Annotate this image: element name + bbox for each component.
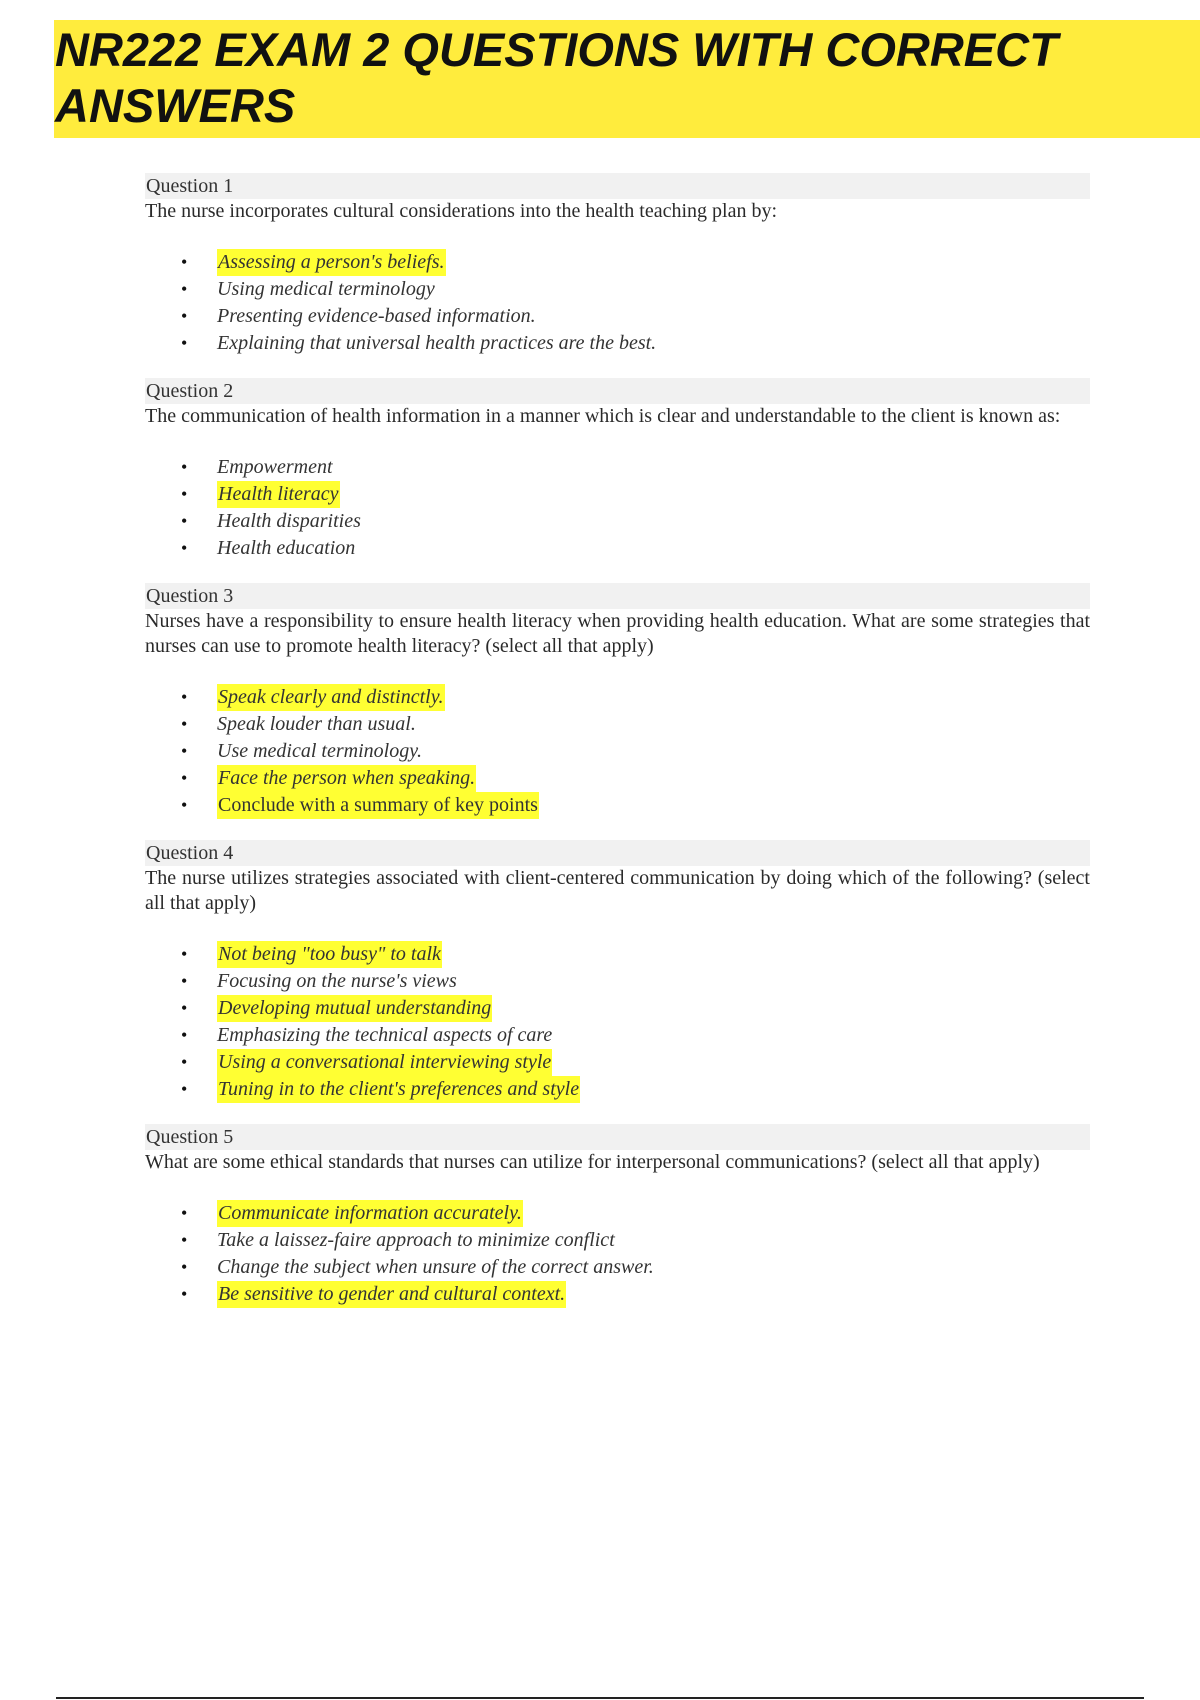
answer-option — [145, 535, 1090, 562]
bullet-icon: • — [181, 1052, 188, 1072]
bullet-icon: • — [181, 741, 188, 761]
question-block — [145, 840, 1090, 1103]
answer-option-text: Presenting evidence-based information. — [217, 305, 536, 327]
answer-option — [145, 738, 1090, 765]
bullet-icon: • — [181, 971, 188, 991]
answer-option — [145, 276, 1090, 303]
page-bottom-rule — [56, 1697, 1144, 1699]
bullet-icon: • — [181, 795, 188, 815]
answer-option-text: Change the subject when unsure of the correct answer. — [217, 1256, 654, 1278]
question-block — [145, 1124, 1090, 1308]
question-text: Nurses have a responsibility to ensure health literacy when providing health education. What are some strategies that nurses can use to promote health literacy? (select all that apply) — [145, 610, 1090, 657]
bullet-icon: • — [181, 511, 188, 531]
answer-options — [145, 249, 1090, 357]
bullet-icon: • — [181, 333, 188, 353]
bullet-icon: • — [181, 279, 188, 299]
answer-options — [145, 454, 1090, 562]
question-list — [145, 173, 1090, 1308]
bullet-icon: • — [181, 538, 188, 558]
correct-answer-option — [145, 249, 1090, 276]
answer-option-text: Focusing on the nurse's views — [217, 970, 457, 992]
answer-option — [145, 508, 1090, 535]
bullet-icon: • — [181, 1284, 188, 1304]
question-text: The nurse utilizes strategies associated with client-centered communication by doing which of the following? (select all that apply) — [145, 867, 1090, 914]
question-label: Question 3 — [145, 583, 1090, 609]
question-text: The communication of health information in a manner which is clear and understandable to the client is known as: — [145, 405, 1061, 427]
answer-option — [145, 330, 1090, 357]
answer-option-text: Emphasizing the technical aspects of care — [217, 1024, 553, 1046]
answer-option-text: Face the person when speaking. — [217, 765, 476, 792]
bullet-icon: • — [181, 998, 188, 1018]
bullet-icon: • — [181, 714, 188, 734]
answer-option-text: Tuning in to the client's preferences and style — [217, 1076, 580, 1103]
question-block — [145, 173, 1090, 357]
answer-option — [145, 711, 1090, 738]
answer-option — [145, 1227, 1090, 1254]
answer-option-text: Take a laissez-faire approach to minimize conflict — [217, 1229, 615, 1251]
bullet-icon: • — [181, 457, 188, 477]
question-label: Question 5 — [145, 1124, 1090, 1150]
correct-answer-option — [145, 792, 1090, 819]
answer-option — [145, 1254, 1090, 1281]
correct-answer-option — [145, 995, 1090, 1022]
bullet-icon: • — [181, 484, 188, 504]
answer-option-text: Assessing a person's beliefs. — [217, 249, 446, 276]
question-block — [145, 378, 1090, 562]
answer-option — [145, 454, 1090, 481]
bullet-icon: • — [181, 1203, 188, 1223]
answer-option-text: Health disparities — [217, 510, 361, 532]
answer-option-text: Be sensitive to gender and cultural context. — [217, 1281, 566, 1308]
answer-option-text: Speak louder than usual. — [217, 713, 416, 735]
correct-answer-option — [145, 1281, 1090, 1308]
answer-option — [145, 303, 1090, 330]
bullet-icon: • — [181, 306, 188, 326]
bullet-icon: • — [181, 1230, 188, 1250]
bullet-icon: • — [181, 1025, 188, 1045]
answer-options — [145, 684, 1090, 819]
answer-option-text: Communicate information accurately. — [217, 1200, 523, 1227]
bullet-icon: • — [181, 687, 188, 707]
answer-option-text: Health literacy — [217, 481, 340, 508]
correct-answer-option — [145, 481, 1090, 508]
question-label: Question 1 — [145, 173, 1090, 199]
correct-answer-option — [145, 684, 1090, 711]
question-text: The nurse incorporates cultural considerations into the health teaching plan by: — [145, 200, 778, 222]
page-title: NR222 EXAM 2 QUESTIONS WITH CORRECT ANSWERS — [55, 23, 1058, 132]
answer-option-text: Use medical terminology. — [217, 740, 422, 762]
bullet-icon: • — [181, 944, 188, 964]
correct-answer-option — [145, 1200, 1090, 1227]
answer-option-text: Explaining that universal health practices are the best. — [217, 332, 657, 354]
answer-option-text: Conclude with a summary of key points — [217, 792, 539, 819]
answer-option-text: Health education — [217, 537, 356, 559]
answer-options — [145, 1200, 1090, 1308]
question-label: Question 4 — [145, 840, 1090, 866]
question-block — [145, 583, 1090, 819]
answer-option-text: Empowerment — [217, 456, 333, 478]
answer-option-text: Using medical terminology — [217, 278, 435, 300]
correct-answer-option — [145, 1049, 1090, 1076]
correct-answer-option — [145, 1076, 1090, 1103]
bullet-icon: • — [181, 252, 188, 272]
answer-option-text: Using a conversational interviewing style — [217, 1049, 552, 1076]
bullet-icon: • — [181, 1257, 188, 1277]
correct-answer-option — [145, 941, 1090, 968]
question-label: Question 2 — [145, 378, 1090, 404]
answer-option-text: Developing mutual understanding — [217, 995, 492, 1022]
answer-option-text: Not being "too busy" to talk — [217, 941, 442, 968]
answer-options — [145, 941, 1090, 1103]
answer-option-text: Speak clearly and distinctly. — [217, 684, 445, 711]
correct-answer-option — [145, 765, 1090, 792]
bullet-icon: • — [181, 768, 188, 788]
answer-option — [145, 1022, 1090, 1049]
bullet-icon: • — [181, 1079, 188, 1099]
question-text: What are some ethical standards that nurses can utilize for interpersonal communications? (select all that apply) — [145, 1151, 1040, 1173]
answer-option — [145, 968, 1090, 995]
